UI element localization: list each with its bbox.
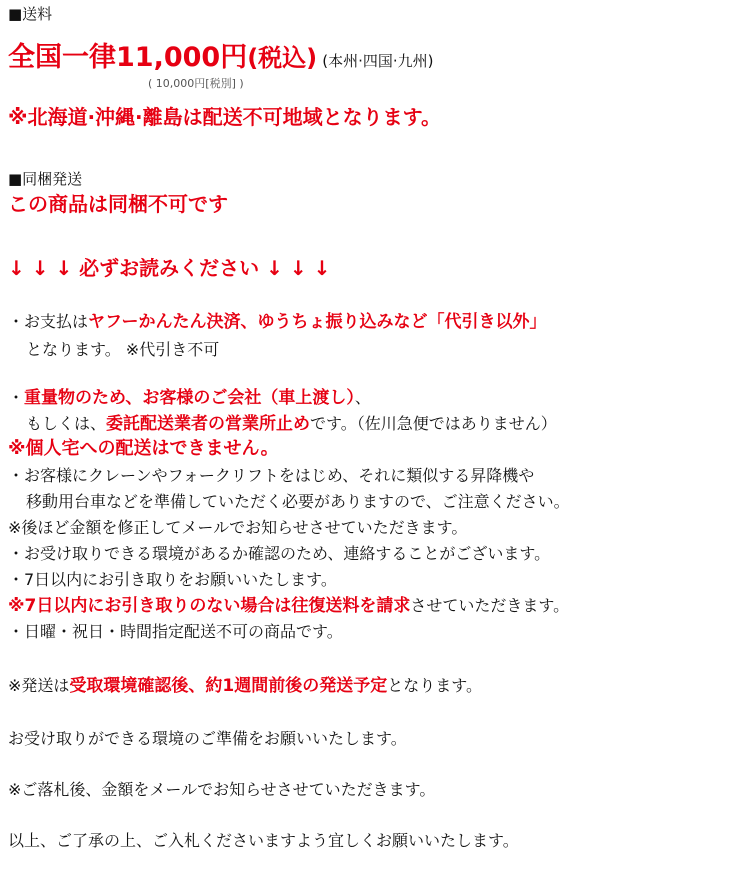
bundle-notice: この商品は同梱不可です: [8, 192, 228, 216]
delivery-bullet: ・: [8, 388, 25, 407]
after-bid-notice: ※ご落札後、金額をメールでお知らせさせていただきます。: [8, 780, 436, 799]
shipping-regions: (本州·四国·九州): [322, 52, 434, 70]
payment-methods: ヤフーかんたん決済、ゆうちょ振り込みなど「代引き以外」: [88, 312, 547, 332]
shipping-price-excl-tax: ( 10,000円[税別] ): [148, 77, 244, 90]
dispatch-schedule: 受取環境確認後、約1週間前後の発送予定: [69, 676, 388, 696]
list-item: ・7日以内にお引き取りをお願いいたします。: [8, 570, 337, 589]
list-item: ・お客様にクレーンやフォークリフトをはじめ、それに類似する昇降機や: [8, 466, 535, 485]
dispatch-line: [8, 677, 482, 697]
storage-fee-line: [8, 597, 569, 617]
storage-fee-warning: ※7日以内にお引き取りのない場合は往復送料を請求: [8, 596, 411, 616]
private-home-notice: ※個人宅への配送はできません。: [8, 438, 279, 459]
list-item: ・日曜・祝日・時間指定配送不可の商品です。: [8, 622, 343, 641]
storage-fee-suffix: させていただきます。: [410, 596, 570, 615]
delivery-depot-pickup: 委託配送業者の営業所止め: [106, 414, 311, 434]
shipping-price-row: [8, 42, 433, 73]
shipping-heading: ■送料: [8, 5, 53, 23]
closing-notice: 以上、ご了承の上、ご入札くださいますよう宜しくお願いいたします。: [8, 831, 519, 850]
list-item: ・お受け取りできる環境があるか確認のため、連絡することがございます。: [8, 544, 551, 563]
excluded-regions-notice: ※北海道·沖縄·離島は配送不可地域となります。: [8, 105, 442, 129]
payment-note: となります。 ※代引き不可: [26, 340, 220, 359]
delivery-line2-suffix: です。（佐川急便ではありません）: [310, 414, 557, 433]
read-notice-title: ↓ ↓ ↓ 必ずお読みください ↓ ↓ ↓: [8, 256, 331, 280]
delivery-line: [8, 389, 371, 409]
shipping-price: 全国一律11,000円: [8, 42, 248, 73]
prepare-notice: お受け取りができる環境のご準備をお願いいたします。: [8, 729, 407, 748]
payment-line: [8, 313, 547, 333]
delivery-heavy-suffix: 、: [354, 388, 371, 407]
dispatch-suffix: となります。: [387, 676, 482, 695]
payment-prefix: ・お支払は: [8, 312, 89, 331]
shipping-tax-label: (税込): [247, 44, 318, 72]
dispatch-prefix: ※発送は: [8, 676, 70, 695]
list-item: 移動用台車などを準備していただく必要がありますので、ご注意ください。: [26, 492, 570, 511]
list-item: ※後ほど金額を修正してメールでお知らせさせていただきます。: [8, 518, 468, 537]
delivery-line2-prefix: もしくは、: [26, 414, 107, 433]
bundle-heading: ■同梱発送: [8, 170, 83, 188]
delivery-line-2: [26, 415, 557, 435]
delivery-heavy: 重量物のため、お客様のご会社（車上渡し）: [24, 388, 355, 408]
